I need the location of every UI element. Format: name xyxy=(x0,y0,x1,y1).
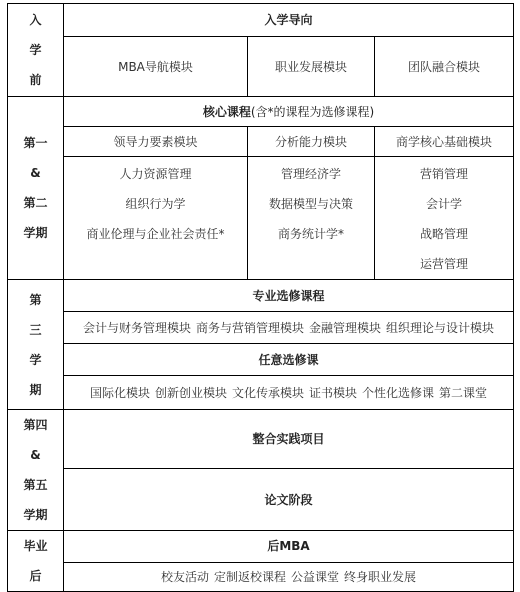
elective-module: 个性化选修课 xyxy=(362,385,435,400)
phase-term-3 xyxy=(8,280,64,410)
elective-module: 会计与财务管理模块 xyxy=(82,320,191,335)
post-mba-item: 定制返校课程 xyxy=(214,569,287,584)
core-courses-header xyxy=(64,97,514,127)
analytics-course-list xyxy=(248,157,375,280)
post-mba-item: 公益课堂 xyxy=(291,569,340,584)
module-business-core: 商学核心基础模块 xyxy=(375,127,514,157)
post-mba-item: 终身职业发展 xyxy=(344,569,417,584)
elective-module: 商务与营销管理模块 xyxy=(196,320,305,335)
phase-char: 期 xyxy=(29,382,42,397)
phase-char: 前 xyxy=(29,73,42,87)
free-electives-title: 任意选修课 xyxy=(64,344,514,376)
phase-char: 学期 xyxy=(23,226,48,240)
phase-char: 第 xyxy=(29,292,42,307)
phase-char: 毕业 xyxy=(23,539,48,553)
integrated-practice-title: 整合实践项目 xyxy=(64,410,514,469)
module-analytics: 分析能力模块 xyxy=(248,127,375,157)
course-item: 数据模型与决策 xyxy=(268,197,353,211)
phase-char: 第二 xyxy=(23,196,48,210)
free-electives-list xyxy=(64,376,514,410)
module-mba-navigation: MBA导航模块 xyxy=(64,37,248,97)
course-item: 管理经济学 xyxy=(280,167,341,181)
phase-char: 三 xyxy=(29,322,42,337)
elective-module: 创新创业模块 xyxy=(154,385,227,400)
phase-char: 后 xyxy=(29,569,42,583)
curriculum-table xyxy=(7,3,514,592)
phase-char: 学 xyxy=(29,352,42,367)
post-mba-activities xyxy=(64,562,514,591)
core-courses-title: 核心课程 xyxy=(202,104,251,119)
course-item: 战略管理 xyxy=(420,227,469,241)
phase-pre-enrollment xyxy=(8,4,64,97)
orientation-title: 入学导向 xyxy=(64,4,514,37)
elective-note: (含*的课程为选修课程) xyxy=(250,104,375,119)
phase-char: 学期 xyxy=(23,508,48,522)
elective-module: 文化传承模块 xyxy=(232,385,305,400)
phase-term-4-5 xyxy=(8,410,64,531)
module-leadership: 领导力要素模块 xyxy=(64,127,248,157)
phase-post-graduation xyxy=(8,531,64,592)
major-electives-list xyxy=(64,312,514,344)
leadership-course-list xyxy=(64,157,248,280)
course-item: 商业伦理与企业社会责任* xyxy=(86,227,225,241)
module-career-development: 职业发展模块 xyxy=(248,37,375,97)
elective-module: 第二课堂 xyxy=(439,385,488,400)
phase-term-1-2 xyxy=(8,97,64,280)
phase-char: & xyxy=(30,448,41,462)
course-item: 组织行为学 xyxy=(125,197,186,211)
major-electives-title: 专业选修课程 xyxy=(64,280,514,312)
elective-module: 国际化模块 xyxy=(89,385,150,400)
course-item: 人力资源管理 xyxy=(119,167,192,181)
thesis-stage-title: 论文阶段 xyxy=(64,469,514,531)
business-core-course-list xyxy=(375,157,514,280)
module-team-building: 团队融合模块 xyxy=(375,37,514,97)
elective-module: 证书模块 xyxy=(309,385,358,400)
post-mba-item: 校友活动 xyxy=(160,569,209,584)
course-item: 运营管理 xyxy=(420,257,469,271)
course-item: 会计学 xyxy=(426,197,463,211)
phase-char: 学 xyxy=(29,43,42,57)
course-item: 营销管理 xyxy=(420,167,469,181)
phase-char: 第一 xyxy=(23,136,48,150)
phase-char: 入 xyxy=(29,13,42,27)
phase-char: 第五 xyxy=(23,478,48,492)
post-mba-title: 后MBA xyxy=(64,531,514,563)
course-item: 商务统计学* xyxy=(277,227,344,241)
phase-char: & xyxy=(30,166,41,180)
elective-module: 组织理论与设计模块 xyxy=(386,320,495,335)
phase-char: 第四 xyxy=(23,418,48,432)
elective-module: 金融管理模块 xyxy=(309,320,382,335)
